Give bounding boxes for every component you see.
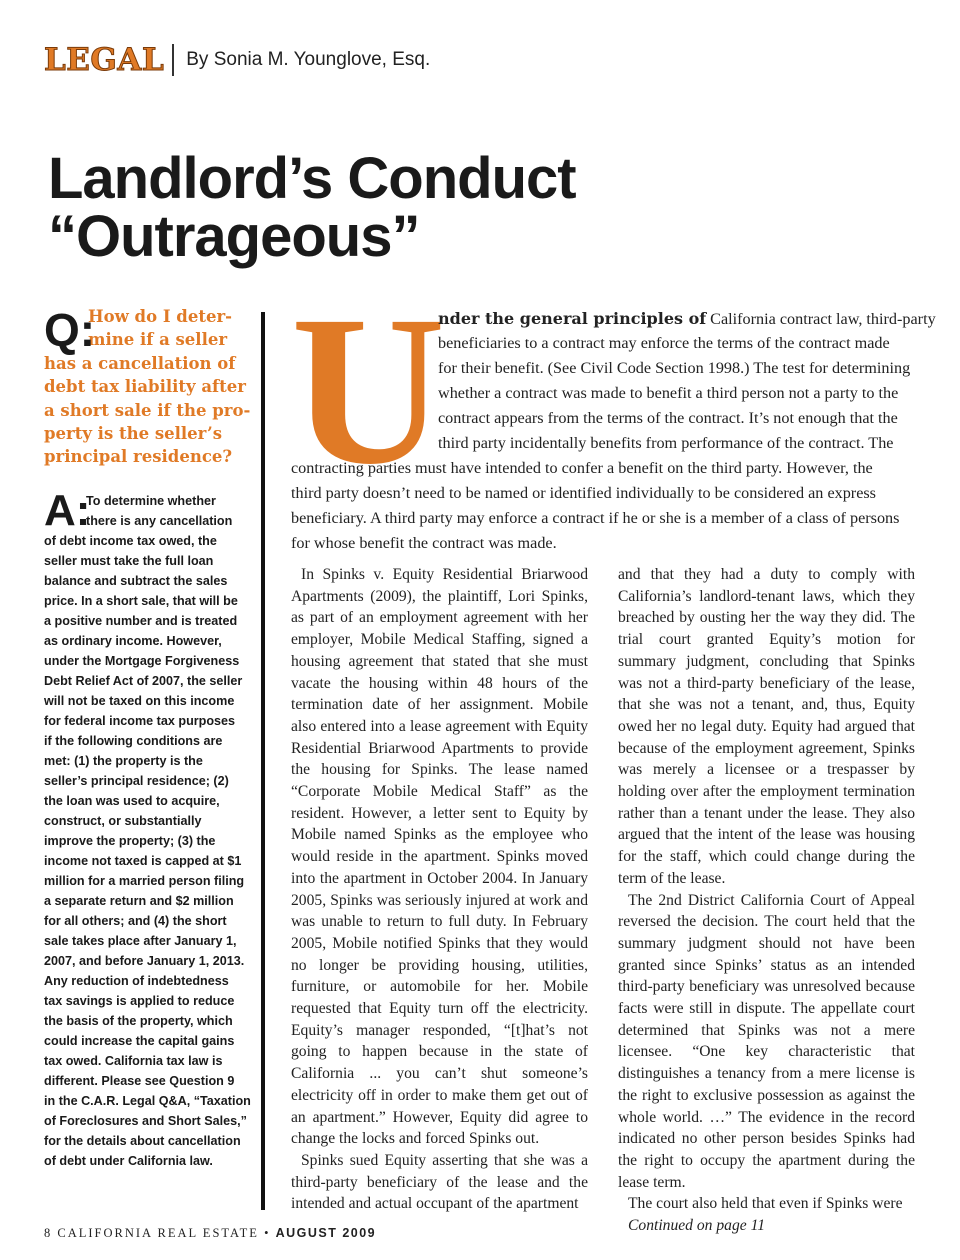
header-divider <box>172 44 174 76</box>
intro-line: beneficiary. A third party may enforce a contract if he or she is a member of a class of persons <box>291 509 900 527</box>
section-label: LEGAL <box>44 42 165 78</box>
answer-line: of debt income tax owed, the <box>44 533 217 548</box>
publication-name: CALIFORNIA REAL ESTATE <box>57 1226 259 1240</box>
answer-letter: A: <box>44 485 91 535</box>
question-line: a short sale if the pro- <box>44 400 251 420</box>
intro-line: contract appears from the terms of the contract. It’s not enough that the <box>438 409 898 427</box>
answer-line: of debt under California law. <box>44 1153 213 1168</box>
page-footer <box>44 1226 376 1241</box>
body-paragraph: The court also held that even if Spinks were <box>628 1195 903 1213</box>
answer-line: price. In a short sale, that will be <box>44 593 238 608</box>
question-letter: Q: <box>44 304 96 356</box>
body-paragraph: Spinks sued Equity asserting that she was a third-party beneficiary of the lease and the intended and actual occupant of the apartment <box>291 1151 588 1213</box>
answer-line: the loan was used to acquire, <box>44 793 220 808</box>
body-column-left <box>291 564 588 1215</box>
answer-line: if the following conditions are <box>44 733 223 748</box>
article-title: Landlord’s Conduct “Outrageous” <box>48 146 576 269</box>
answer-line: construct, or substantially <box>44 813 202 828</box>
intro-line <box>438 309 936 329</box>
question-line: How do I deter- <box>88 307 232 326</box>
answer-line: there is any cancellation <box>86 513 233 528</box>
answer-line: 2007, and before January 1, 2013. <box>44 953 245 968</box>
answer-line: seller’s principal residence; (2) <box>44 773 229 788</box>
intro-line: beneficiaries to a contract may enforce the terms of the contract made <box>438 334 890 352</box>
question-line: perty is the seller’s <box>44 424 222 444</box>
intro-line: for their benefit. (See Civil Code Section 1998.) The test for determining <box>438 359 911 377</box>
intro-line: third party incidentally benefits from performance of the contract. The <box>438 434 894 452</box>
answer-line: under the Mortgage Forgiveness <box>44 653 240 668</box>
answer-line: a positive number and is treated <box>44 613 238 628</box>
answer-line: will not be taxed on this income <box>44 693 235 708</box>
answer-line: as ordinary income. However, <box>44 633 222 648</box>
answer-line: balance and subtract the sales <box>44 573 228 588</box>
answer-line: improve the property; (3) the <box>44 833 216 848</box>
answer-line: income not taxed is capped at $1 <box>44 853 242 868</box>
question-line: debt tax liability after <box>44 377 246 397</box>
answer-line: million for a married person filing <box>44 873 245 888</box>
answer-line: tax savings is applied to reduce <box>44 993 235 1008</box>
column-divider <box>261 312 265 1210</box>
intro-line: for whose benefit the contract was made. <box>291 534 557 552</box>
answer-block <box>44 485 251 1171</box>
answer-line: could increase the capital gains <box>44 1033 235 1048</box>
answer-line: of Foreclosures and Short Sales,” <box>44 1113 247 1128</box>
page-number: 8 <box>44 1226 53 1240</box>
answer-text <box>44 485 251 1171</box>
article-header <box>44 40 430 80</box>
byline: By Sonia M. Younglove, Esq. <box>186 49 431 70</box>
question-line: mine if a seller <box>88 330 228 350</box>
answer-line: met: (1) the property is the <box>44 753 203 768</box>
question-line: has a cancellation of <box>44 353 236 373</box>
answer-line: in the C.A.R. Legal Q&A, “Taxation <box>44 1093 251 1108</box>
answer-line: the basis of the property, which <box>44 1013 233 1028</box>
answer-line: for federal income tax purposes <box>44 713 236 728</box>
intro-line: whether a contract was made to benefit a third person not a party to the <box>438 384 899 402</box>
continued-note: Continued on page 11 <box>628 1217 766 1235</box>
answer-line: for all others; and (4) the short <box>44 913 227 928</box>
lead-in-bold: nder the general principles of <box>438 309 707 328</box>
issue-date: AUGUST 2009 <box>275 1226 377 1240</box>
answer-line: Debt Relief Act of 2007, the seller <box>44 673 243 688</box>
answer-line: To determine whether <box>86 493 216 508</box>
answer-line: sale takes place after January 1, <box>44 933 237 948</box>
drop-cap: U <box>291 272 446 509</box>
answer-line: seller must take the full loan <box>44 553 214 568</box>
answer-line: for the details about cancellation <box>44 1133 241 1148</box>
answer-line: different. Please see Question 9 <box>44 1073 235 1088</box>
answer-line: a separate return and $2 million <box>44 893 234 908</box>
body-paragraph: and that they had a duty to comply with California’s landlord-tenant laws, which they breached by ousting her the way they did. The trial court granted Equity’s motion for summary judgment, concluding that Spinks was not a third-party beneficiary of the lease, that she was not a tenant, and, thus, Equity owed her no legal duty. Equity had argued that because of the employment agreement, Spinks was merely a licensee or a trespasser by holding over after the employment termination rather than a tenant under the lease. They also argued that the intent of the lease was housing for the staff, which could change during the term of the lease. <box>618 566 915 887</box>
footer-separator: • <box>264 1226 271 1240</box>
qa-sidebar <box>44 304 251 1171</box>
intro-line-rest: California contract law, third-party <box>710 310 936 328</box>
intro-line: third party doesn’t need to be named or identified individually to be considered an express <box>291 484 876 502</box>
question-line: principal residence? <box>44 447 233 467</box>
body-paragraph: The 2nd District California Court of Appeal reversed the decision. The court held that the summary judgment should not have been granted since Spinks’ status as an intended third-party beneficiary was unresolved because facts were still in dispute. The appellate court determined that Spinks was not a mere licensee. “One key characteristic that distinguishes a tenancy from a mere license is the right to exclusive possession as against the whole world. …” The evidence in the record indicated no other person besides Spinks had the right to occupy the apartment during the lease term. <box>618 891 915 1191</box>
question-block <box>44 304 251 469</box>
body-column-right <box>618 564 915 1237</box>
answer-line: tax owed. California tax law is <box>44 1053 223 1068</box>
answer-line: Any reduction of indebtedness <box>44 973 229 988</box>
body-paragraph: In Spinks v. Equity Residential Briarwood Apartments (2009), the plaintiff, Lori Spinks, as part of an employment agreement with her employer, Mobile Medical Staffing, signed a housing agreement that stated that she must vacate the housing within 48 hours of the termination date of her assignment. Mobile also entered into a lease agreement with Equity Residential Briarwood Apartments to provide the housing for Spinks. The lease named “Corporate Mobile Medical Staff” as the resident. However, a letter sent to Equity by Mobile named Spinks as the employee who would reside in the apartment. Spinks moved into the apartment in October 2004. In January 2005, Spinks was seriously injured at work and was unable to return to full duty. In February 2005, Mobile notified Spinks that they would no longer be providing housing, utilities, furniture, or automobile for her. Mobile requested that Equity turn off the electricity. Equity’s manager responded, “[t]hat’s not going to happen because in the state of California ... you can’t shut someone’s electricity off in order to make them get out of an apartment.” However, Equity did agree to change the locks and forced Spinks out. <box>291 566 588 1148</box>
intro-line: contracting parties must have intended to confer a benefit on the third party. However, the <box>291 459 873 477</box>
